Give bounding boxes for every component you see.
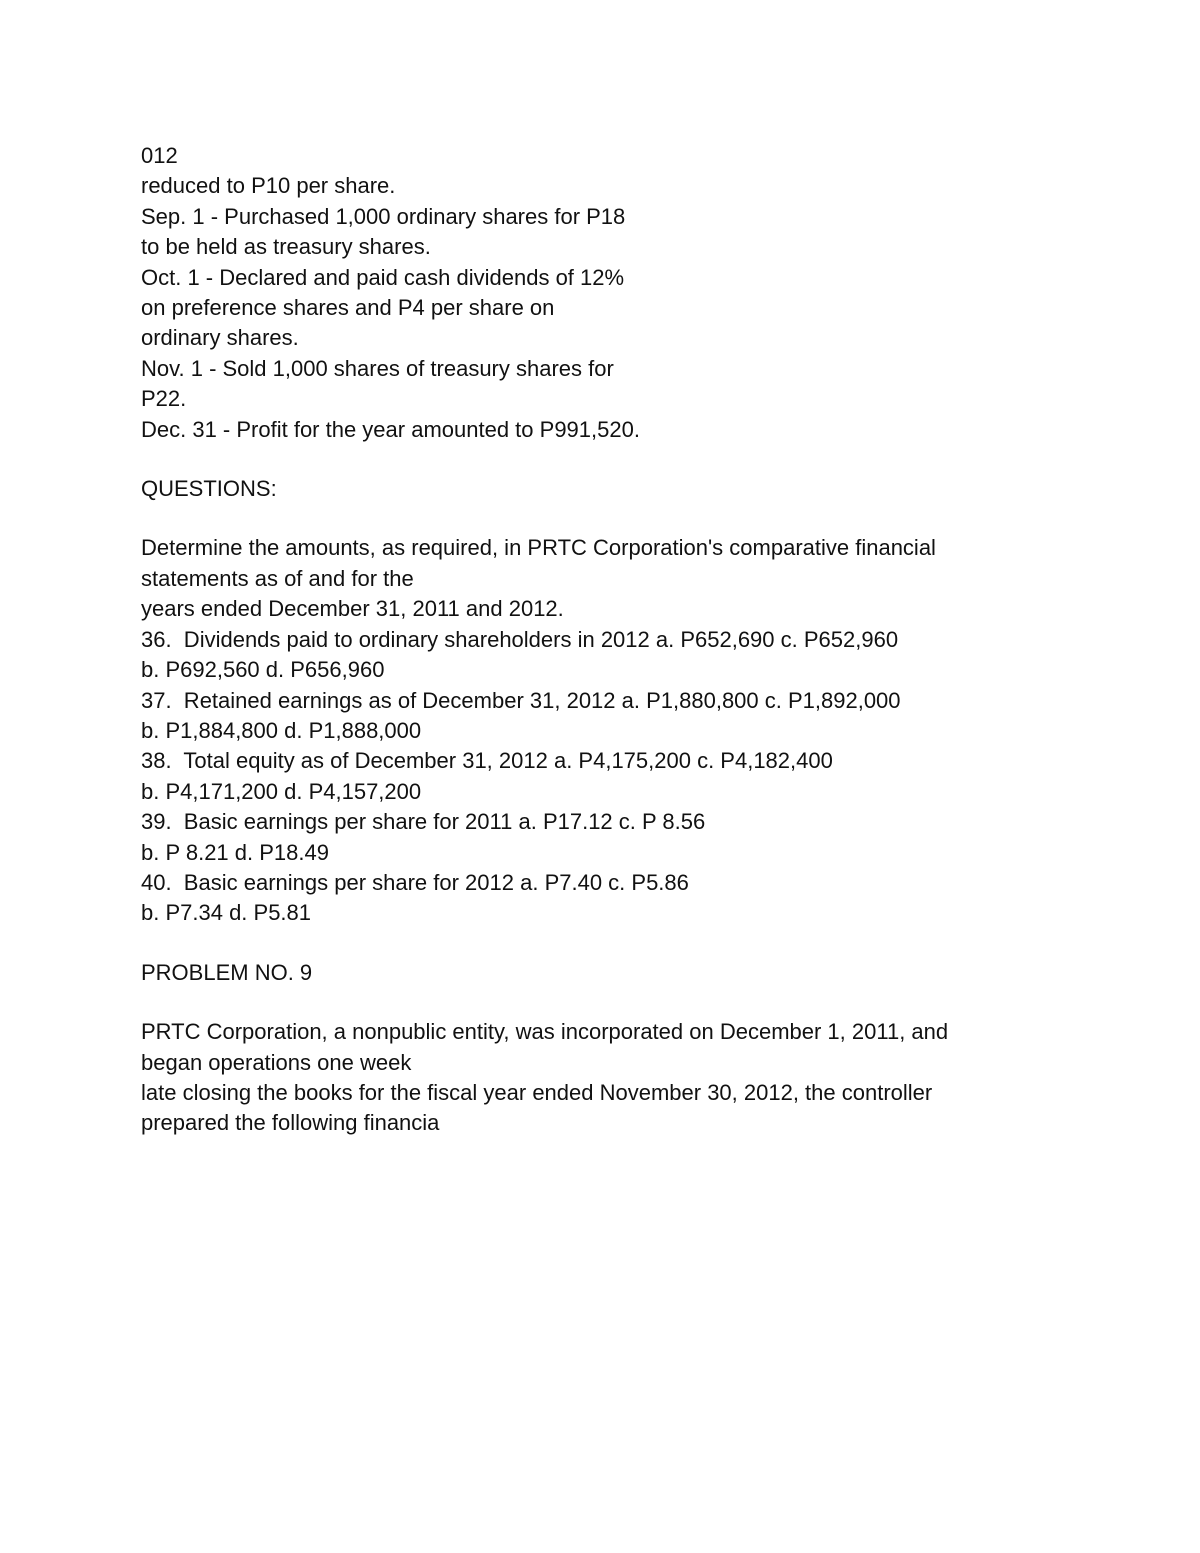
text-line: on preference shares and P4 per share on: [141, 295, 555, 321]
text-line: Oct. 1 - Declared and paid cash dividends of 12%: [141, 264, 625, 290]
text-line: Dec. 31 - Profit for the year amounted to P991,520.: [141, 416, 640, 442]
paragraph-gap: [141, 504, 1061, 533]
question-list: [141, 625, 1061, 929]
text-line: Sep. 1 - Purchased 1,000 ordinary shares for P18: [141, 203, 626, 229]
text-line: PRTC Corporation, a nonpublic entity, was incorporated on December 1, 2011, and: [141, 1019, 949, 1045]
question-item: [141, 625, 1061, 686]
text-line: late closing the books for the fiscal year ended November 30, 2012, the controller: [141, 1079, 933, 1105]
text-line: prepared the following financia: [141, 1110, 440, 1136]
document-body: [141, 141, 1061, 1139]
text-line: years ended December 31, 2011 and 2012.: [141, 596, 564, 622]
question-text: 38. Total equity as of December 31, 2012 a. P4,175,200 c. P4,182,400: [141, 748, 833, 774]
question-text: 37. Retained earnings as of December 31, 2012 a. P1,880,800 c. P1,892,000: [141, 687, 901, 713]
question-item: [141, 868, 1061, 929]
text-line: to be held as treasury shares.: [141, 234, 431, 260]
text-line: began operations one week: [141, 1049, 412, 1075]
paragraph-gap: [141, 929, 1061, 958]
text-line: Determine the amounts, as required, in PRTC Corporation's comparative financial: [141, 535, 936, 561]
question-text: 40. Basic earnings per share for 2012 a. P7.40 c. P5.86: [141, 869, 689, 895]
text-line: statements as of and for the: [141, 565, 414, 591]
question-choices: b. P1,884,800 d. P1,888,000: [141, 717, 422, 743]
text-line: reduced to P10 per share.: [141, 173, 396, 199]
text-line: 012: [141, 143, 178, 168]
question-text: 39. Basic earnings per share for 2011 a. P17.12 c. P 8.56: [141, 809, 706, 835]
problem-heading: PROBLEM NO. 9: [141, 959, 313, 985]
question-item: [141, 686, 1061, 747]
question-choices: b. P692,560 d. P656,960: [141, 657, 385, 683]
intro-section: [141, 141, 1061, 445]
text-line: Nov. 1 - Sold 1,000 shares of treasury shares for: [141, 355, 614, 381]
questions-heading: QUESTIONS:: [141, 476, 277, 502]
paragraph-gap: [141, 445, 1061, 474]
question-item: [141, 746, 1061, 807]
paragraph-gap: [141, 988, 1061, 1017]
text-line: ordinary shares.: [141, 325, 299, 351]
question-text: 36. Dividends paid to ordinary shareholders in 2012 a. P652,690 c. P652,960: [141, 626, 899, 652]
question-choices: b. P7.34 d. P5.81: [141, 900, 312, 926]
problem-paragraph: [141, 1017, 1061, 1139]
question-choices: b. P 8.21 d. P18.49: [141, 839, 329, 865]
question-choices: b. P4,171,200 d. P4,157,200: [141, 778, 422, 804]
text-line: P22.: [141, 386, 187, 412]
question-item: [141, 807, 1061, 868]
questions-intro: [141, 533, 1061, 624]
